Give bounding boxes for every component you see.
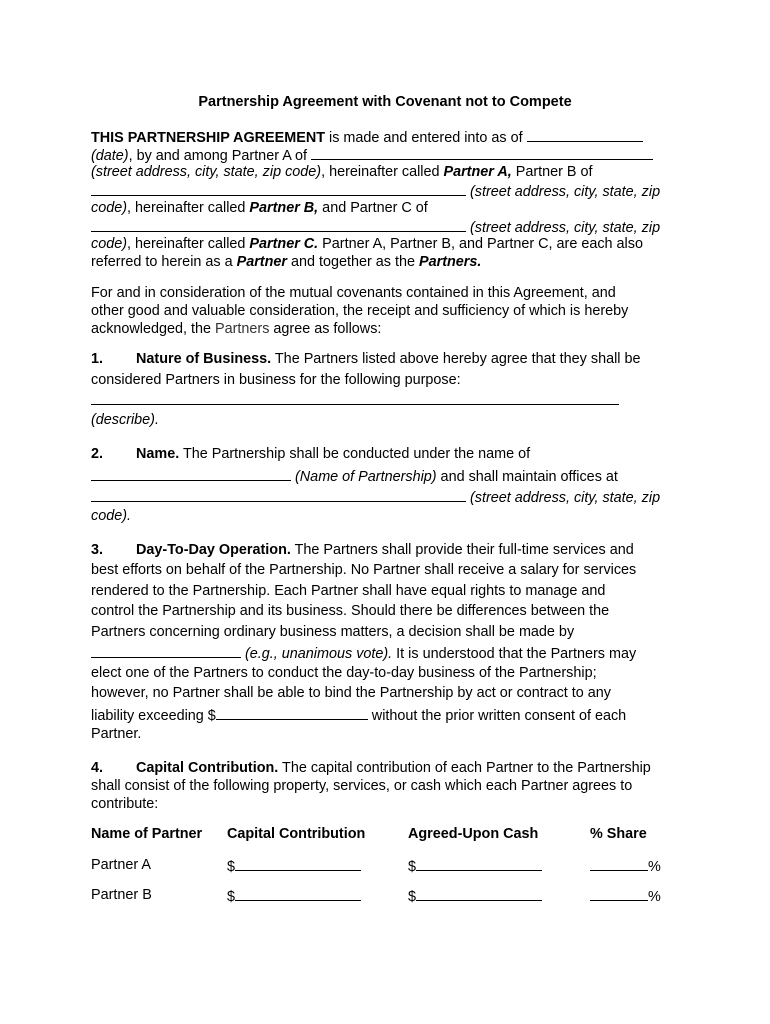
section-2-line-3: (street address, city, state, zip: [91, 487, 660, 507]
row-cash: $: [408, 886, 542, 906]
office-address-blank[interactable]: [91, 487, 466, 502]
liability-limit-blank[interactable]: [216, 705, 368, 720]
row-partner-name: Partner B: [91, 887, 152, 903]
table-header-share: % Share: [590, 826, 647, 842]
row-share: %: [590, 856, 661, 876]
section-3-line-10: Partner.: [91, 726, 142, 742]
row-share: %: [590, 886, 661, 906]
intro-line-1: THIS PARTNERSHIP AGREEMENT is made and entered into as of: [91, 127, 643, 147]
section-2-line-2: (Name of Partnership) and shall maintain offices at: [91, 466, 618, 486]
intro-line-7: code), hereinafter called Partner C. Partner A, Partner B, and Partner C, are each also: [91, 236, 643, 252]
section-3-line-3: rendered to the Partnership. Each Partner shall have equal rights to manage and: [91, 583, 606, 599]
intro-line-2: (date), by and among Partner A of: [91, 145, 653, 165]
table-header-cash: Agreed-Upon Cash: [408, 826, 539, 842]
cash-blank[interactable]: [416, 856, 542, 871]
share-blank[interactable]: [590, 886, 648, 901]
capital-blank[interactable]: [235, 856, 361, 871]
section-1-line-2: considered Partners in business for the following purpose:: [91, 372, 461, 388]
table-header-capital: Capital Contribution: [227, 826, 366, 842]
intro-lead: THIS PARTNERSHIP AGREEMENT: [91, 130, 326, 146]
section-4-line-2: shall consist of the following property, services, or cash which each Partner agrees to: [91, 778, 633, 794]
partner-c-address-blank[interactable]: [91, 217, 466, 232]
section-3-line-7: elect one of the Partners to conduct the day-to-day business of the Partnership;: [91, 665, 597, 681]
row-capital: $: [227, 886, 361, 906]
document-title: Partnership Agreement with Covenant not to Compete: [198, 94, 572, 110]
date-blank[interactable]: [527, 127, 643, 142]
consideration-line-1: For and in consideration of the mutual covenants contained in this Agreement, and: [91, 285, 616, 301]
section-1-describe: (describe).: [91, 412, 159, 428]
consideration-line-2: other good and valuable consideration, the receipt and sufficiency of which is hereby: [91, 303, 629, 319]
purpose-blank[interactable]: [91, 404, 619, 405]
section-3-line-8: however, no Partner shall be able to bind the Partnership by act or contract to any: [91, 685, 611, 701]
intro-line-5: code), hereinafter called Partner B, and Partner C of: [91, 200, 428, 216]
section-1-heading-line: 1. Nature of Business. The Partners listed above hereby agree that they shall be: [91, 351, 641, 367]
consideration-line-3: acknowledged, the Partners agree as follows:: [91, 321, 382, 337]
section-3-heading: Day-To-Day Operation.: [136, 542, 291, 558]
section-3-line-6: (e.g., unanimous vote). It is understood that the Partners may: [91, 643, 636, 663]
section-3-line-4: control the Partnership and its business. Should there be differences between the: [91, 603, 610, 619]
intro-line-8: referred to herein as a Partner and together as the Partners.: [91, 254, 482, 270]
section-3-heading-line: 3. Day-To-Day Operation. The Partners shall provide their full-time services and: [91, 542, 634, 558]
section-1-heading: Nature of Business.: [136, 351, 272, 367]
section-4-line-3: contribute:: [91, 796, 159, 812]
section-2-line-4: code).: [91, 508, 131, 524]
intro-line-3: (street address, city, state, zip code), hereinafter called Partner A, Partner B of: [91, 164, 593, 180]
partner-a-address-blank[interactable]: [311, 145, 653, 160]
section-4-heading: Capital Contribution.: [136, 760, 279, 776]
table-header-name: Name of Partner: [91, 826, 203, 842]
decision-method-blank[interactable]: [91, 643, 241, 658]
section-3-line-2: best efforts on behalf of the Partnership. No Partner shall receive a salary for services: [91, 562, 637, 578]
section-3-line-5: Partners concerning ordinary business matters, a decision shall be made by: [91, 624, 575, 640]
row-partner-name: Partner A: [91, 857, 151, 873]
section-2-heading-line: 2. Name. The Partnership shall be conducted under the name of: [91, 446, 531, 462]
intro-line-6: (street address, city, state, zip: [91, 217, 660, 237]
section-4-heading-line: 4. Capital Contribution. The capital contribution of each Partner to the Partnership: [91, 760, 651, 776]
section-3-line-9: liability exceeding $ without the prior written consent of each: [91, 705, 626, 725]
section-2-heading: Name.: [136, 446, 180, 462]
row-cash: $: [408, 856, 542, 876]
intro-line-4: (street address, city, state, zip: [91, 181, 660, 201]
row-capital: $: [227, 856, 361, 876]
partnership-name-blank[interactable]: [91, 466, 291, 481]
cash-blank[interactable]: [416, 886, 542, 901]
partner-b-address-blank[interactable]: [91, 181, 466, 196]
share-blank[interactable]: [590, 856, 648, 871]
capital-blank[interactable]: [235, 886, 361, 901]
